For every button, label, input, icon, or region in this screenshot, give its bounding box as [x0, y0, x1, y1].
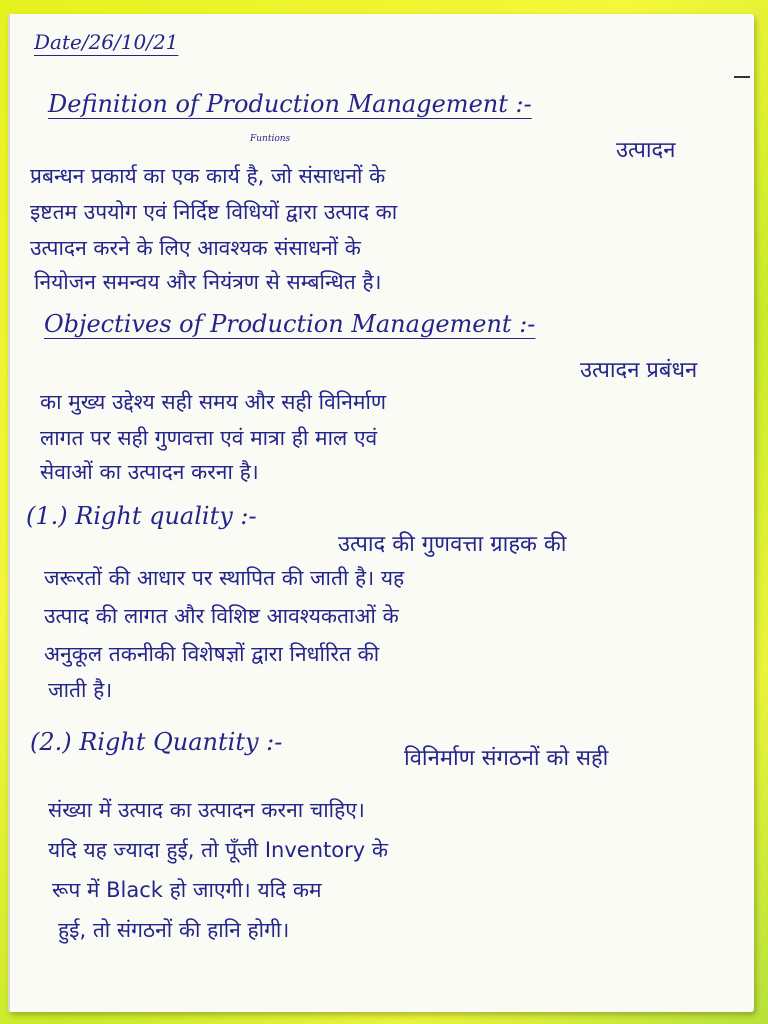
point1-line-2: उत्पाद की लागत और विशिष्ट आवश्यकताओं के	[44, 604, 399, 628]
objectives-heading: Objectives of Production Management :-	[44, 310, 536, 338]
point1-line-3: अनुकूल तकनीकी विशेषज्ञों द्वारा निर्धारित की	[44, 642, 380, 666]
point2-line-1: संख्या में उत्पाद का उत्पादन करना चाहिए।	[48, 798, 365, 822]
definition-line-2: इष्टतम उपयोग एवं निर्दिष्ट विधियों द्वारा उत्पाद का	[30, 200, 398, 224]
right-quality-heading: (1.) Right quality :-	[26, 502, 257, 530]
right-quantity-heading: (2.) Right Quantity :-	[30, 728, 283, 756]
objectives-line-0: उत्पादन प्रबंधन	[580, 358, 698, 383]
definition-line-1: प्रबन्धन प्रकार्य का एक कार्य है, जो संसाधनों के	[30, 164, 386, 188]
objectives-line-1: का मुख्य उद्देश्य सही समय और सही विनिर्माण	[40, 390, 387, 414]
point1-line-1: जरूरतों की आधार पर स्थापित की जाती है। यह	[44, 566, 405, 590]
definition-insert-word: Funtions	[250, 134, 291, 144]
page-margin-line	[8, 14, 10, 1012]
point2-line-3: रूप में Black हो जाएगी। यदि कम	[52, 878, 322, 902]
point1-line-0: उत्पाद की गुणवत्ता ग्राहक की	[338, 532, 567, 557]
notebook-page	[8, 14, 754, 1012]
objectives-line-2: लागत पर सही गुणवत्ता एवं मात्रा ही माल एवं	[40, 426, 378, 450]
definition-line-4: नियोजन समन्वय और नियंत्रण से सम्बन्धित है।	[34, 270, 382, 294]
point1-line-4: जाती है।	[48, 678, 113, 702]
objectives-line-3: सेवाओं का उत्पादन करना है।	[40, 460, 259, 484]
definition-line-3: उत्पादन करने के लिए आवश्यक संसाधनों के	[30, 236, 361, 260]
definition-heading: Definition of Production Management :-	[48, 90, 532, 118]
date-label: Date/26/10/21	[34, 30, 179, 54]
point2-line-4: हुई, तो संगठनों की हानि होगी।	[58, 918, 290, 942]
definition-line-0: उत्पादन	[616, 138, 676, 163]
page-edge-mark	[734, 76, 750, 78]
point2-line-2: यदि यह ज्यादा हुई, तो पूँजी Inventory के	[48, 838, 388, 862]
point2-line-0: विनिर्माण संगठनों को सही	[404, 746, 609, 771]
